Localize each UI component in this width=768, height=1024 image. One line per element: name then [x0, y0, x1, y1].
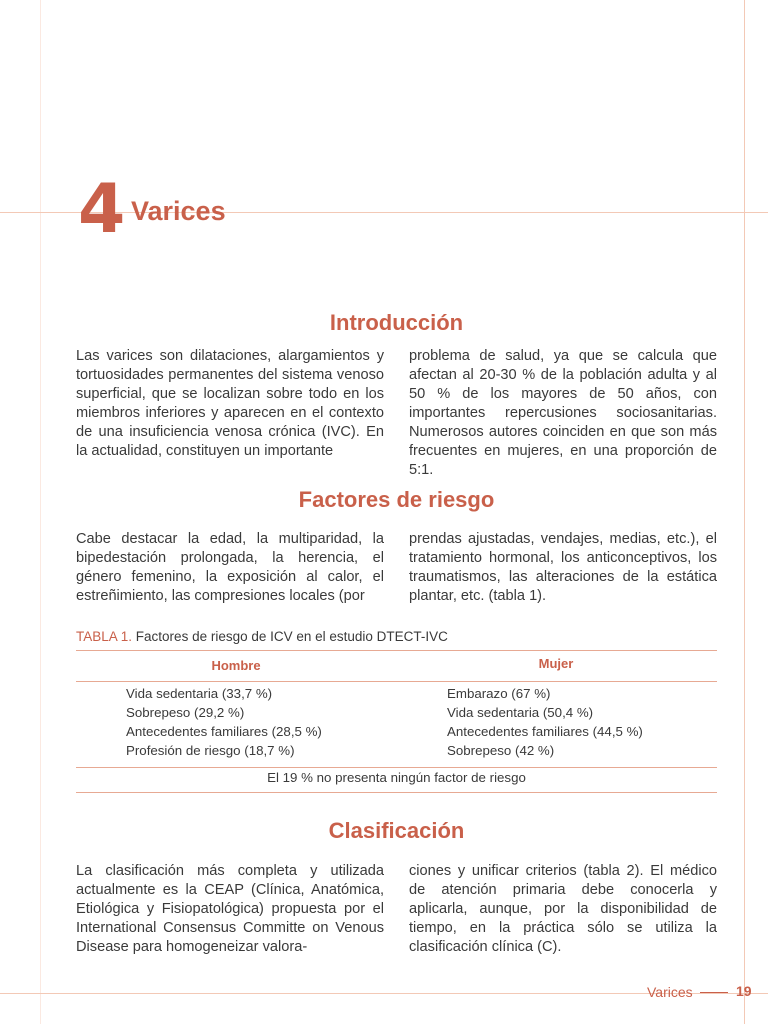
table-header-mujer: Mujer — [538, 656, 574, 671]
table-cell: Vida sedentaria (33,7 %) — [126, 686, 273, 701]
table-cell: Antecedentes familiares (44,5 %) — [447, 724, 643, 739]
section-title-introduccion: Introducción — [329, 310, 464, 335]
factores-paragraph-right: prendas ajustadas, vendajes, medias, etc.), el tratamiento hormonal, los anticonceptivos, los traumatismos, las alteraciones de la estática plantar, etc. (tabla 1). — [409, 531, 717, 604]
table-cell: Sobrepeso (42 %) — [447, 743, 555, 758]
table-column-hombre — [126, 684, 322, 760]
section-title-clasificacion: Clasificación — [328, 818, 465, 843]
table-header-hombre: Hombre — [211, 658, 261, 673]
section-title-factores: Factores de riesgo — [298, 487, 495, 512]
table-header — [76, 650, 717, 681]
margin-guide-vertical — [40, 0, 41, 1024]
table-column-mujer — [447, 684, 643, 760]
table-cell: Antecedentes familiares (28,5 %) — [126, 724, 322, 739]
table-caption-text: Factores de riesgo de ICV en el estudio DTECT-IVC — [135, 629, 448, 644]
table-rule-bottom — [76, 792, 717, 793]
clasificacion-paragraph-left: La clasificación más completa y utilizada actualmente es la CEAP (Clínica, Anatómica, Etiológica y Fisiopatológica) propuesta por el International Consensus Committe on Venous Disease para homogeneizar valora- — [76, 863, 384, 955]
table-cell: Vida sedentaria (50,4 %) — [447, 705, 594, 720]
table-footnote: El 19 % no presenta ningún factor de riesgo — [267, 770, 526, 785]
page-number: 19 — [736, 983, 752, 999]
footer-divider — [700, 992, 728, 993]
table-rule-header — [76, 681, 717, 682]
introduccion-paragraph-right: problema de salud, ya que se calcula que afectan al 20-30 % de la población adulta y al 50 % de los mayores de 50 años, con importantes repercusiones sociosanitarias. Numerosos autores coinciden en que son más frecuentes en mujeres, en una proporción de 5:1. — [409, 348, 717, 478]
chapter-title: Varices — [131, 196, 226, 226]
factores-paragraph-left: Cabe destacar la edad, la multiparidad, la bipedestación prolongada, la herencia, el género femenino, la exposición al calor, el estreñimiento, las compresiones locales (por — [76, 531, 384, 604]
table-rule-body — [76, 767, 717, 768]
table-caption-label: TABLA 1. — [76, 629, 133, 644]
table-cell: Profesión de riesgo (18,7 %) — [126, 743, 295, 758]
table-cell: Sobrepeso (29,2 %) — [126, 705, 245, 720]
introduccion-paragraph-left: Las varices son dilataciones, alargamientos y tortuosidades permanentes del sistema venoso superficial, que se localizan sobre todo en los miembros inferiores y aparecen en el contexto de una insuficiencia venosa crónica (IVC). En la actualidad, constituyen un importante — [76, 348, 384, 459]
running-footer-title: Varices — [647, 984, 693, 1000]
table-cell: Embarazo (67 %) — [447, 686, 551, 701]
table-caption — [76, 629, 448, 644]
clasificacion-paragraph-right: ciones y unificar criterios (tabla 2). El médico de atención primaria debe conocerla y aplicarla, aunque, por la disponibilidad de tiempo, en la práctica sólo se utiliza la clasificación clínica (C). — [409, 863, 717, 955]
crop-guide-vertical — [744, 0, 745, 1024]
chapter-number: 4 — [78, 170, 126, 249]
